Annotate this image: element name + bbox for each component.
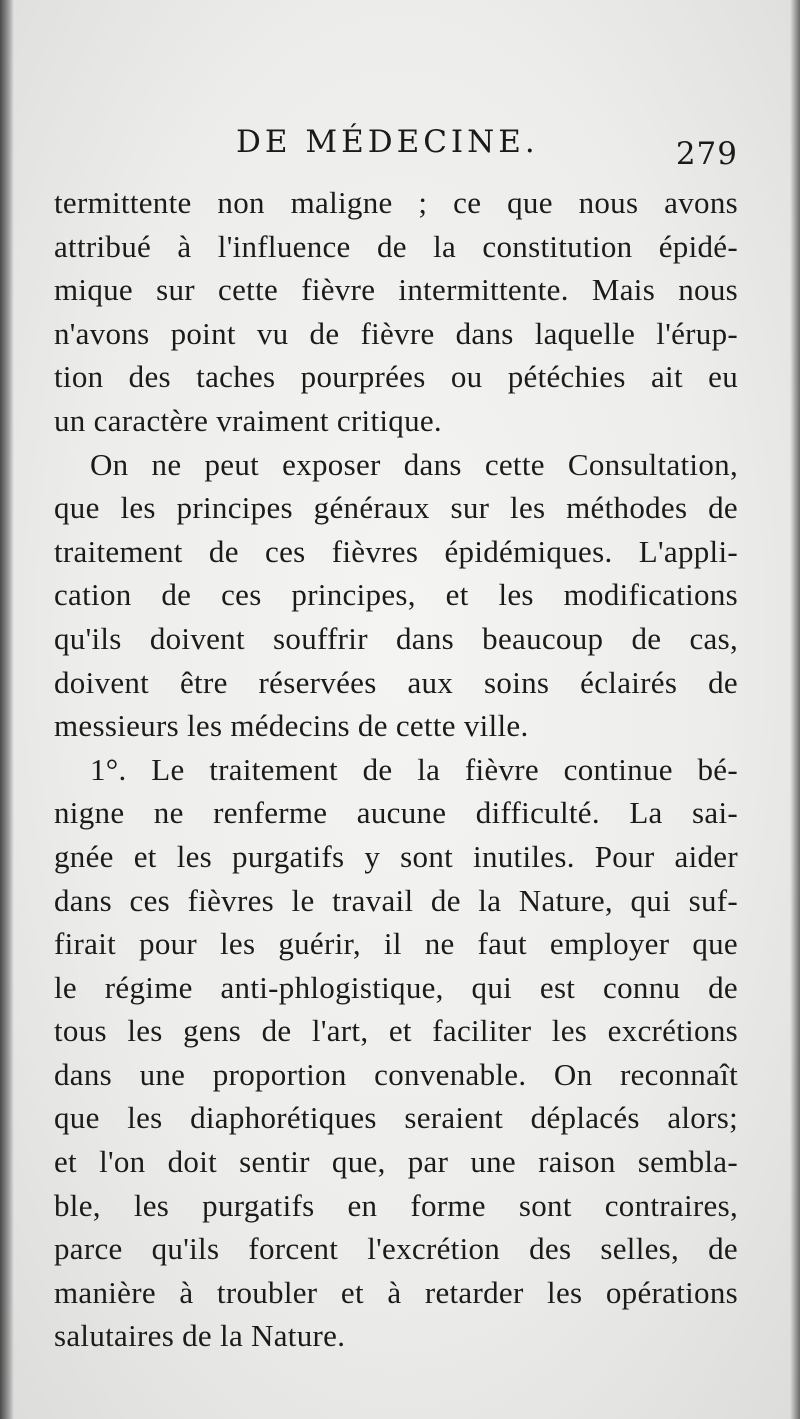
text-line: messieurs les médecins de cette ville. xyxy=(54,708,529,744)
text-line: ble, les purgatifs en forme sont contraires, xyxy=(54,1187,738,1223)
paragraph-1 xyxy=(54,181,738,443)
text-line: salutaires de la Nature. xyxy=(54,1318,346,1354)
text-line: 1°. Le traitement de la fièvre continue bé- xyxy=(90,751,738,787)
running-title: DE MÉDECINE. xyxy=(236,124,539,160)
text-line: le régime anti-phlogistique, qui est connu de xyxy=(54,969,738,1005)
paragraph-3 xyxy=(54,748,738,1358)
text-line: firait pour les guérir, il ne faut employer que xyxy=(54,926,738,962)
text-line: On ne peut exposer dans cette Consultation, xyxy=(90,446,738,482)
text-line: tous les gens de l'art, et faciliter les excrétions xyxy=(54,1013,738,1049)
text-line: qu'ils doivent souffrir dans beaucoup de cas, xyxy=(54,620,738,656)
text-line: dans ces fièvres le travail de la Nature, qui suf- xyxy=(54,882,738,918)
text-line: gnée et les purgatifs y sont inutiles. Pour aider xyxy=(54,838,738,874)
text-line: manière à troubler et à retarder les opérations xyxy=(54,1274,738,1310)
paragraph-2 xyxy=(54,443,738,748)
text-line: et l'on doit sentir que, par une raison sembla- xyxy=(54,1144,738,1180)
text-line: traitement de ces fièvres épidémiques. L'appli- xyxy=(54,533,738,569)
page-header xyxy=(52,118,742,178)
text-line: que les principes généraux sur les méthodes de xyxy=(54,490,738,526)
text-line: dans une proportion convenable. On reconnaît xyxy=(54,1056,738,1092)
text-line: mique sur cette fièvre intermittente. Mais nous xyxy=(54,272,738,308)
page-number: 279 xyxy=(675,136,738,172)
text-line: doivent être réservées aux soins éclairés de xyxy=(54,664,738,700)
text-line: nigne ne renferme aucune difficulté. La sai- xyxy=(54,795,738,831)
text-line: n'avons point vu de fièvre dans laquelle l'érup- xyxy=(54,315,738,351)
body-text xyxy=(54,181,738,1358)
text-line: termittente non maligne ; ce que nous avons xyxy=(54,185,738,220)
text-line: un caractère vraiment critique. xyxy=(54,402,442,438)
text-line: cation de ces principes, et les modifications xyxy=(54,577,738,613)
text-line: parce qu'ils forcent l'excrétion des selles, de xyxy=(54,1231,738,1267)
text-line: que les diaphorétiques seraient déplacés alors; xyxy=(54,1100,738,1136)
page-edge-shadow xyxy=(790,0,800,1419)
text-line: tion des taches pourprées ou pétéchies ait eu xyxy=(54,359,738,395)
text-line: attribué à l'influence de la constitution épidé- xyxy=(54,228,738,264)
page-gutter-shadow xyxy=(0,0,14,1419)
